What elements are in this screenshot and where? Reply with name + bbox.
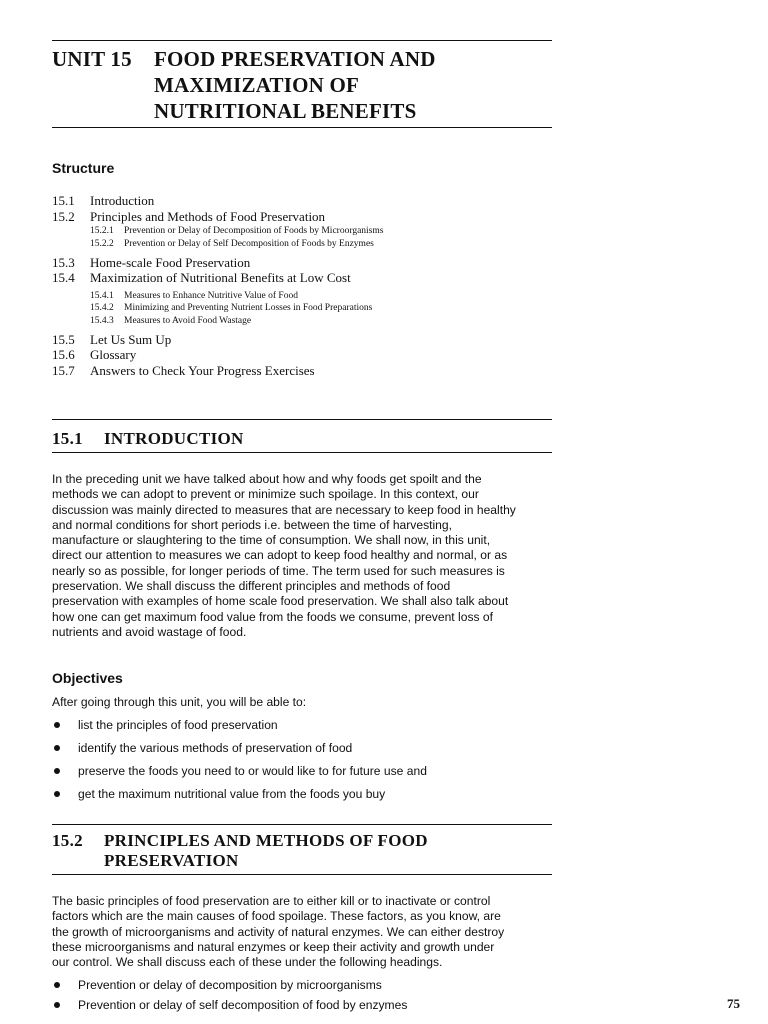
objectives-heading: Objectives — [52, 670, 123, 686]
toc-item: 15.2 Principles and Methods of Food Preservation — [52, 208, 326, 224]
unit-title-line: MAXIMIZATION OF — [154, 73, 360, 97]
section-rule — [52, 874, 552, 875]
objectives-intro: After going through this unit, you will be able to: — [52, 695, 307, 709]
bullet-icon — [54, 982, 60, 988]
page-number: 75 — [727, 996, 740, 1011]
list-item: preserve the foods you need to or would like to for future use and — [52, 759, 552, 782]
toc-item: 15.1 Introduction — [52, 193, 155, 208]
objectives-list — [52, 713, 552, 805]
list-item: list the principles of food preservation — [52, 713, 552, 736]
bullet-icon — [54, 791, 60, 797]
section-rule — [52, 452, 552, 453]
toc-subitem: 15.4.1 Measures to Enhance Nutritive Value of Food — [90, 290, 298, 301]
table-of-contents — [52, 193, 552, 378]
title-bottom-rule — [52, 127, 552, 128]
bullet-icon — [54, 768, 60, 774]
bullet-icon — [54, 745, 60, 751]
section-number: 15.1 — [52, 429, 83, 448]
section-title: PRINCIPLES AND METHODS OF FOOD PRESERVATION — [104, 831, 428, 870]
structure-heading: Structure — [52, 160, 115, 176]
toc-item: 15.7 Answers to Check Your Progress Exercises — [52, 362, 315, 378]
principles-paragraph: The basic principles of food preservation are to either kill or to inactivate or control factors which are the main causes of food spoilage. These factors, as you know, are the growth of microorganisms and activity of natural enzymes. We can either destroy these microorganisms and natural enzymes or keep their activity and growth under our control. We shall discuss each of these under the following headings. — [52, 894, 505, 970]
unit-label: UNIT 15 — [52, 47, 132, 71]
bullet-icon — [54, 722, 60, 728]
section-rule — [52, 824, 552, 825]
unit-title-line: FOOD PRESERVATION AND — [154, 47, 436, 71]
section-title: INTRODUCTION — [104, 429, 244, 448]
bullet-icon — [54, 1002, 60, 1008]
list-item: get the maximum nutritional value from the foods you buy — [52, 782, 552, 805]
toc-item: 15.4 Maximization of Nutritional Benefits at Low Cost — [52, 270, 351, 286]
introduction-paragraph: In the preceding unit we have talked about how and why foods get spoilt and the methods we can adopt to prevent or minimize such spoilage. In this context, our discussion was mainly directed to measures that are necessary to keep food in healthy and normal conditions for short periods i.e. between the time of harvesting, manufacture or slaughtering to the time of consumption. We shall now, in this unit, direct our attention to measures we can adopt to keep food healthy and normal, or as nearly so as possible, for longer periods of time. The term used for such measures is preservation. We shall discuss the different principles and methods of food preservation with examples of home scale food preservation. We shall also talk about how one can get maximum food value from the foods we consume, prevent loss of nutrients and avoid wastage of food. — [52, 472, 516, 639]
toc-subitem: 15.2.1 Prevention or Delay of Decomposition of Foods by Microorganisms — [90, 226, 384, 236]
toc-item: 15.3 Home-scale Food Preservation — [52, 254, 251, 270]
list-item: Prevention or delay of self decomposition of food by enzymes — [52, 995, 552, 1015]
toc-subitem: 15.2.2 Prevention or Delay of Self Decomposition of Foods by Enzymes — [90, 238, 374, 249]
toc-subitem: 15.4.2 Minimizing and Preventing Nutrient Losses in Food Preparations — [90, 303, 373, 314]
principles-list — [52, 975, 552, 1015]
top-rule — [52, 40, 552, 41]
list-item: identify the various methods of preservation of food — [52, 736, 552, 759]
list-item: Prevention or delay of decomposition by microorganisms — [52, 975, 552, 995]
toc-item: 15.6 Glossary — [52, 347, 137, 363]
section-rule — [52, 419, 552, 420]
unit-title-line: NUTRITIONAL BENEFITS — [154, 99, 417, 123]
toc-item: 15.5 Let Us Sum Up — [52, 331, 172, 347]
section-number: 15.2 — [52, 831, 83, 850]
toc-subitem: 15.4.3 Measures to Avoid Food Wastage — [90, 316, 252, 327]
